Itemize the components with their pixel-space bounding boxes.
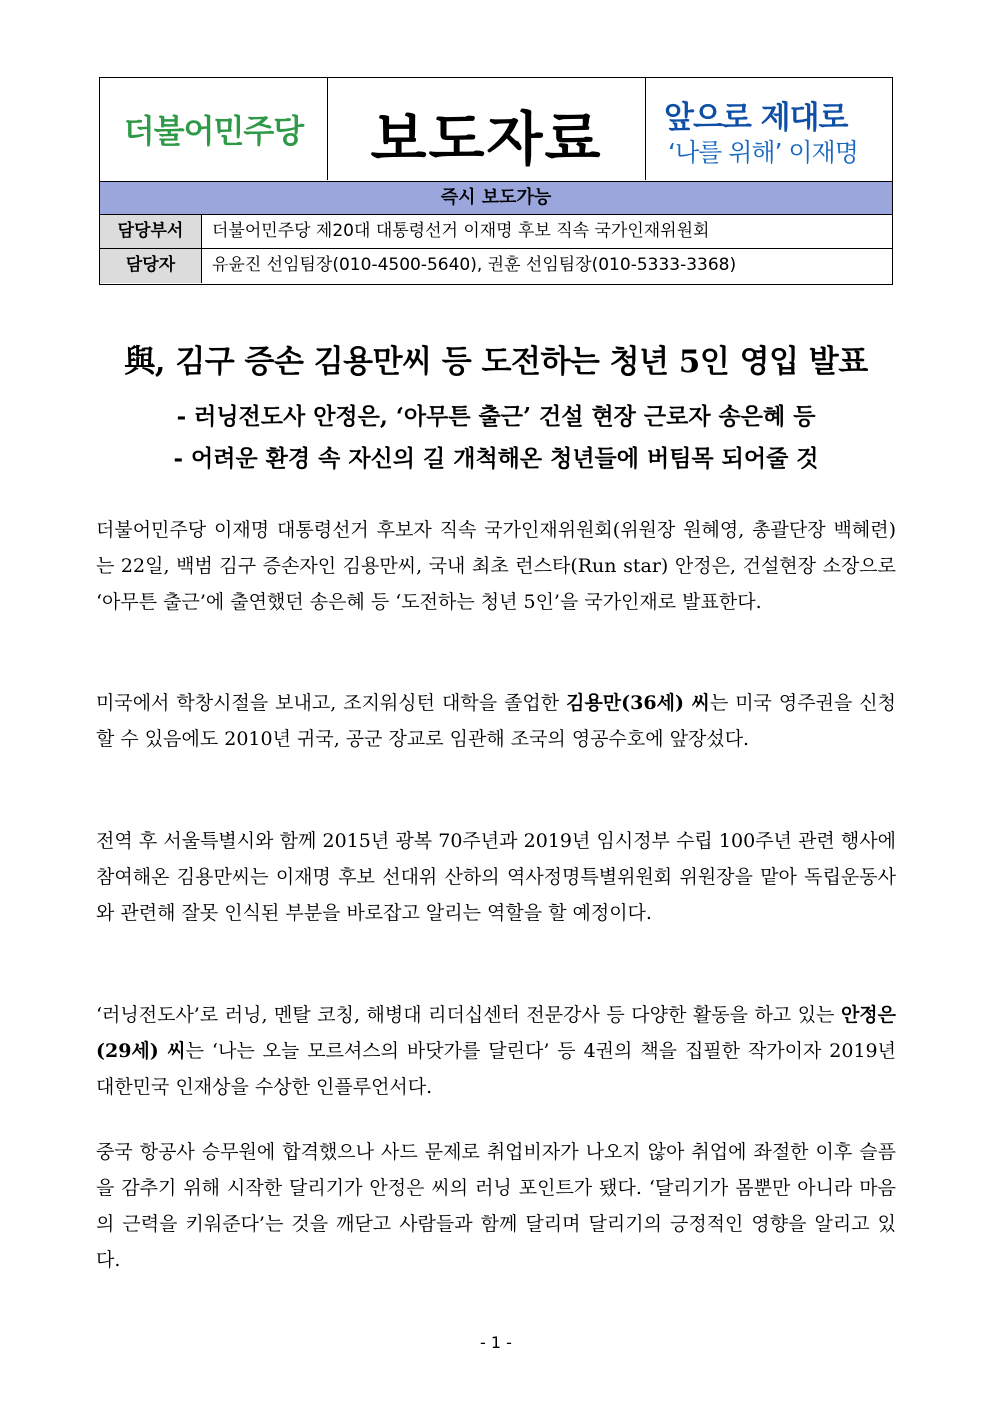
subheading-2: - 어려운 환경 속 자신의 길 개척해온 청년들에 버팀목 되어줄 것 — [173, 445, 819, 472]
contact-value: 유윤진 선임팀장(010-4500-5640), 권훈 선임팀장(010-5333-3368) — [212, 255, 737, 275]
person-name-kim: 김용만(36세) 씨 — [566, 692, 710, 714]
contact-label: 담당자 — [100, 249, 202, 283]
release-banner: 즉시 보도가능 — [100, 182, 892, 215]
paragraph-4-text-b: 는 ‘나는 오늘 모르셔스의 바닷가를 달린다’ 등 4권의 책을 집필한 작가이자 2019년 대한민국 인재상을 수상한 인플루언서다. — [96, 1040, 897, 1098]
headline: 與, 김구 증손 김용만씨 등 도전하는 청년 5인 영입 발표 — [124, 344, 868, 380]
party-logo-cell — [100, 78, 328, 180]
subheading-1: - 러닝전도사 안정은, ‘아무튼 출근’ 건설 현장 근로자 송은혜 등 — [176, 403, 816, 430]
header-top-row — [100, 78, 892, 182]
paragraph-5: 중국 항공사 승무원에 합격했으나 사드 문제로 취업비자가 나오지 않아 취업에 좌절한 이후 슬픔을 감추기 위해 시작한 달리기가 안정은 씨의 러닝 포인트가 됐다. ‘달리기가 몸뿐만 아니라 마음의 근력을 키워준다’는 것을 깨닫고 사람들과 함께 달리며 달리기의 긍정적인 영향을 알리고 있다. — [96, 1141, 896, 1271]
paragraph-3: 전역 후 서울특별시와 함께 2015년 광복 70주년과 2019년 임시정부 수립 100주년 관련 행사에 참여해온 김용만씨는 이재명 후보 선대위 산하의 역사정명특별위원회 위원장을 맡아 독립운동사와 관련해 잘못 인식된 부분을 바로잡고 알리는 역할을 할 예정이다. — [96, 830, 896, 924]
doc-type-cell — [328, 78, 646, 180]
department-label: 담당부서 — [100, 215, 202, 248]
press-header-table — [99, 77, 893, 285]
department-value: 더불어민주당 제20대 대통령선거 이재명 후보 직속 국가인재위원회 — [212, 221, 710, 241]
page-number: - 1 - — [480, 1333, 512, 1352]
person-name-ahn: 안정은(29세) 씨 — [96, 1004, 896, 1062]
slogan-line-2: ‘나를 위해’ 이재명 — [668, 138, 858, 167]
doc-type-title: 보도자료 — [370, 105, 603, 173]
paragraph-4 — [96, 997, 896, 1105]
slogan-line-1: 앞으로 제대로 — [664, 100, 848, 136]
paragraph-2-text-b: 는 미국 영주권을 신청할 수 있음에도 2010년 귀국, 공군 장교로 임관해 조국의 영공수호에 앞장섰다. — [96, 692, 897, 750]
paragraph-1: 더불어민주당 이재명 대통령선거 후보자 직속 국가인재위원회(위원장 원혜영, 총괄단장 백혜련)는 22일, 백범 김구 증손자인 김용만씨, 국내 최초 런스타(Run star) 안정은, 건설현장 소장으로 ‘아무튼 출근’에 출연했던 송은혜 등 ‘도전하는 청년 5인’을 국가인재로 발표한다. — [96, 519, 896, 613]
paragraph-2 — [96, 685, 896, 757]
paragraph-2-text-a: 미국에서 학창시절을 보내고, 조지워싱턴 대학을 졸업한 — [96, 692, 567, 714]
department-row — [100, 215, 892, 249]
contact-row — [100, 249, 892, 283]
paragraph-4-text-a: ‘러닝전도사’로 러닝, 멘탈 코칭, 해병대 리더십센터 전문강사 등 다양한 활동을 하고 있는 — [96, 1004, 841, 1026]
party-logo: 더불어민주당 — [123, 112, 304, 150]
slogan-cell — [646, 78, 891, 180]
